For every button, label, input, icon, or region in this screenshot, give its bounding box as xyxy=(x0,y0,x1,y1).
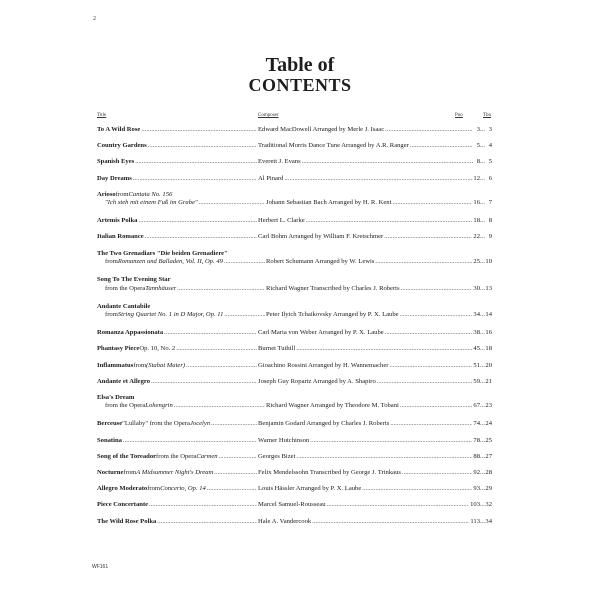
toc-entry xyxy=(97,329,492,345)
toc-page-pno: 22 xyxy=(473,233,480,241)
toc-subtitle-line xyxy=(97,199,492,208)
toc-title-line xyxy=(97,217,492,226)
toc-entry xyxy=(97,362,492,378)
toc-subtitle-line xyxy=(97,311,492,320)
toc-title: To A Wild Rose xyxy=(97,126,141,133)
toc-title-line xyxy=(97,362,492,371)
leader-dots xyxy=(149,501,257,510)
leader-dots xyxy=(302,158,473,167)
toc-entry xyxy=(97,453,492,469)
toc-title: Day Dreams xyxy=(97,174,132,182)
toc-entry xyxy=(97,345,492,361)
toc-composer: Warner Hutchinson xyxy=(258,436,310,444)
toc-title: Country Gardens xyxy=(97,142,147,150)
toc-page-tbn: 10 xyxy=(485,258,492,266)
toc-composer: Hale A. Vandercook xyxy=(258,517,312,525)
toc-title-cell xyxy=(97,217,258,226)
toc-title-work: Jocelyn xyxy=(189,420,211,428)
leader-dots xyxy=(211,420,257,429)
toc-entry xyxy=(97,250,492,277)
toc-page-tbn: 8 xyxy=(488,217,492,225)
toc-title-work: Cantata No. 156 xyxy=(128,190,173,198)
leader-dots xyxy=(401,285,473,294)
toc-composer: Felix Mendelssohn Transcribed by George J. Trinkaus xyxy=(258,468,401,476)
leader-dots xyxy=(151,378,257,387)
toc-title-cell xyxy=(97,175,258,184)
leader-dots xyxy=(392,199,472,208)
toc-page-pno: 103 xyxy=(470,501,480,509)
toc-title: Song To The Evening Star xyxy=(97,276,171,284)
toc-title: Italian Romance xyxy=(97,233,144,241)
toc-entry xyxy=(97,485,492,501)
toc-title: Spanish Eyes xyxy=(97,158,135,166)
toc-subtitle-line xyxy=(97,402,492,411)
toc-page-pno: 34 xyxy=(473,311,480,319)
leader-dots xyxy=(390,420,472,429)
toc-title-line xyxy=(97,420,492,429)
toc-page-tbn: 24 xyxy=(485,420,492,428)
toc-page-tbn: 25 xyxy=(485,436,492,444)
toc-page-tbn: 28 xyxy=(485,468,492,476)
toc-title-suffix: from xyxy=(115,190,129,198)
toc-title-cell xyxy=(97,126,258,135)
toc-entry xyxy=(97,217,492,233)
toc-entry xyxy=(97,501,492,517)
toc-page-pno: 88 xyxy=(473,452,480,460)
toc-composer: Richard Wagner Transcribed by Charles J. Roberts xyxy=(266,284,400,292)
toc-subtitle-prefix: from xyxy=(105,258,118,266)
toc-title-line xyxy=(97,142,492,151)
toc-title: Berceuse xyxy=(97,420,123,428)
toc-title: Song of the Toreador xyxy=(97,452,157,460)
toc-composer: Louis Hässler Arranged by P. X. Laube xyxy=(258,485,362,493)
toc-subtitle-prefix: from the Opera xyxy=(105,284,146,292)
toc-title-line xyxy=(97,329,492,338)
leader-dots xyxy=(385,329,473,338)
toc-entry xyxy=(97,158,492,174)
leader-dots xyxy=(402,469,472,478)
toc-subtitle-work: Romanzen und Balladen, Vol. II, Op. 49 xyxy=(117,258,223,266)
toc-title-work: Carmen xyxy=(196,452,218,460)
toc-title-cell xyxy=(97,142,258,151)
toc-title-line xyxy=(97,191,492,200)
leader-dots xyxy=(145,233,257,242)
toc-composer: Edward MacDowell Arranged by Merle J. Isaac xyxy=(258,126,385,133)
toc-entry xyxy=(97,191,492,218)
leader-dots xyxy=(312,518,469,527)
toc-subtitle-cell xyxy=(97,402,266,411)
toc-title-work: (Stabat Mater) xyxy=(146,361,186,369)
leader-dots xyxy=(141,126,257,135)
toc-subtitle-prefix: from the Opera xyxy=(105,402,146,410)
leader-dots xyxy=(214,469,257,478)
toc-title-line xyxy=(97,250,492,259)
leader-dots xyxy=(176,345,257,354)
leader-dots xyxy=(219,453,257,462)
toc-subtitle-line xyxy=(97,285,492,294)
toc-title-cell xyxy=(97,453,258,462)
toc-entry xyxy=(97,142,492,158)
leader-dots xyxy=(164,329,257,338)
leader-dots xyxy=(410,142,473,151)
toc-title-line xyxy=(97,303,492,312)
toc-page-pno: 25 xyxy=(473,258,480,266)
toc-page-pno: 8 xyxy=(476,158,480,166)
toc-composer: Carl Maria von Weber Arranged by P. X. Laube xyxy=(258,329,384,337)
toc-subtitle-cell xyxy=(97,258,266,267)
toc-page-pno: 67 xyxy=(473,402,480,410)
leader-dots xyxy=(148,142,257,151)
toc-title-line xyxy=(97,469,492,478)
toc-page-pno: 93 xyxy=(473,485,480,493)
toc-subtitle-work: Lohengrin xyxy=(145,402,173,410)
toc-composer: Joseph Guy Ropartz Arranged by A. Shapiro xyxy=(258,377,376,385)
toc-page-pno: 113 xyxy=(470,517,480,525)
leader-dots xyxy=(135,158,257,167)
toc-composer: Georges Bizet xyxy=(258,452,296,460)
toc-composer: Everett J. Evans xyxy=(258,158,301,166)
toc-page-tbn: 7 xyxy=(488,199,492,207)
toc-title: Romanza Appassionata xyxy=(97,329,164,337)
toc-composer: Johann Sebastian Bach Arranged by H. R. Kent xyxy=(266,199,392,207)
toc-title: Artemis Polka xyxy=(97,217,138,225)
toc-composer: Richard Wagner Arranged by Theodore M. Tobani xyxy=(266,402,399,410)
leader-dots xyxy=(400,402,473,411)
leader-dots xyxy=(327,501,470,510)
toc-entry xyxy=(97,276,492,303)
toc-composer: Benjamin Godard Arranged by Charles J. Roberts xyxy=(258,420,390,428)
toc-title-cell xyxy=(97,233,258,242)
toc-page-pno: 78 xyxy=(473,436,480,444)
toc-entry xyxy=(97,518,492,534)
toc-title-cell xyxy=(97,437,258,446)
toc-title: Inflammatus xyxy=(97,361,134,369)
leader-dots xyxy=(133,175,257,184)
leader-dots xyxy=(224,258,265,267)
leader-dots xyxy=(310,437,472,446)
toc-page-tbn: 14 xyxy=(485,311,492,319)
toc-page-tbn: 5 xyxy=(488,158,492,166)
toc-page-pno: 16 xyxy=(473,199,480,207)
page-number: 2 xyxy=(93,16,96,22)
title-line-1: Table of xyxy=(265,54,335,76)
contents-list xyxy=(97,126,492,534)
toc-title-work: A Midsummer Night's Dream xyxy=(136,468,214,476)
leader-dots xyxy=(157,518,257,527)
column-header-pno: Pno xyxy=(455,113,463,118)
toc-composer: Carl Bohm Arranged by William F. Kretschmer xyxy=(258,233,384,241)
toc-composer: Robert Schumann Arranged by W. Lewis xyxy=(266,258,375,266)
title-line-2: CONTENTS xyxy=(248,75,352,95)
leader-dots xyxy=(123,437,257,446)
toc-title: Andante Cantabile xyxy=(97,302,151,310)
toc-title-line xyxy=(97,453,492,462)
toc-page-tbn: 16 xyxy=(485,329,492,337)
toc-subtitle-work: String Quartet No. 1 in D Major, Op. 11 xyxy=(117,311,224,319)
toc-page-pno: 51 xyxy=(473,361,480,369)
toc-page-tbn: 21 xyxy=(485,377,492,385)
toc-title-suffix: from xyxy=(147,485,161,493)
leader-dots xyxy=(296,345,472,354)
toc-entry xyxy=(97,420,492,436)
toc-page-tbn: 34 xyxy=(485,517,492,525)
toc-entry xyxy=(97,378,492,394)
toc-subtitle-cell xyxy=(97,285,266,294)
toc-page-tbn: 20 xyxy=(485,361,492,369)
toc-page-tbn: 13 xyxy=(485,284,492,292)
toc-page-tbn: 23 xyxy=(485,402,492,410)
toc-page-pno: 38 xyxy=(473,329,480,337)
leader-dots xyxy=(284,175,472,184)
toc-title: Arioso xyxy=(97,190,116,198)
toc-title-work: Concerto, Op. 14 xyxy=(160,485,206,493)
toc-title-cell xyxy=(97,345,258,354)
toc-composer: Al Pinard xyxy=(258,174,284,182)
leader-dots xyxy=(207,485,257,494)
toc-title-suffix: from xyxy=(133,361,147,369)
leader-dots xyxy=(400,311,473,320)
leader-dots xyxy=(186,362,257,371)
toc-subtitle-line xyxy=(97,258,492,267)
toc-title-cell xyxy=(97,362,258,371)
catalog-code: WF161 xyxy=(92,564,109,570)
toc-title: Piece Concertante xyxy=(97,501,149,509)
toc-title-suffix: from xyxy=(123,468,137,476)
toc-title-suffix: "Lullaby" from the Opera xyxy=(122,420,190,428)
toc-entry xyxy=(97,303,492,330)
toc-page-tbn: 29 xyxy=(485,485,492,493)
toc-title-cell xyxy=(97,469,258,478)
page-title xyxy=(0,55,600,95)
toc-title-line xyxy=(97,158,492,167)
toc-entry xyxy=(97,126,492,142)
toc-page-pno: 74 xyxy=(473,420,480,428)
toc-composer: Marcel Samuel-Rousseau xyxy=(258,501,326,509)
toc-composer: Burnet Tuthill xyxy=(258,345,296,353)
toc-title-line xyxy=(97,233,492,242)
toc-page-tbn: 4 xyxy=(488,142,492,150)
toc-subtitle-cell xyxy=(97,311,266,320)
toc-title-cell xyxy=(97,158,258,167)
toc-title-cell xyxy=(97,518,258,527)
toc-title-suffix: Op. 10, No. 2 xyxy=(139,345,176,353)
toc-title-line xyxy=(97,126,492,135)
leader-dots xyxy=(375,258,472,267)
leader-dots xyxy=(377,378,473,387)
toc-page-pno: 18 xyxy=(473,217,480,225)
toc-title-line xyxy=(97,175,492,184)
column-header-composer: Composer xyxy=(258,113,279,118)
toc-title-line xyxy=(97,394,492,403)
toc-composer: Herbert L. Clarke xyxy=(258,217,305,225)
toc-subtitle-work: Tannhäuser xyxy=(145,284,177,292)
leader-dots xyxy=(177,285,265,294)
toc-page-pno: 30 xyxy=(473,284,480,292)
toc-page-pno: 45 xyxy=(473,345,480,353)
toc-title-line xyxy=(97,276,492,285)
leader-dots xyxy=(174,402,265,411)
leader-dots xyxy=(362,485,472,494)
toc-title: Elsa's Dream xyxy=(97,393,135,401)
toc-title: Andante et Allegro xyxy=(97,377,150,385)
column-header-title: Title xyxy=(97,113,107,118)
leader-dots xyxy=(138,217,257,226)
toc-page-pno: 12 xyxy=(473,174,480,182)
toc-subtitle-cell xyxy=(97,199,266,208)
column-header-tbn: Tbn xyxy=(483,113,492,118)
toc-page-tbn: 27 xyxy=(485,452,492,460)
toc-title: The Wild Rose Polka xyxy=(97,517,157,525)
leader-dots xyxy=(389,362,472,371)
toc-composer: Traditional Morris Dance Tune Arranged by A.R. Ranger xyxy=(258,142,409,150)
leader-dots xyxy=(199,199,265,208)
toc-title-suffix: from the Opera xyxy=(156,452,197,460)
toc-page-pno: 92 xyxy=(473,468,480,476)
toc-title-cell xyxy=(97,501,258,510)
toc-title-cell xyxy=(97,420,258,429)
leader-dots xyxy=(306,217,473,226)
leader-dots xyxy=(296,453,472,462)
toc-page-tbn: 6 xyxy=(488,174,492,182)
toc-title-cell xyxy=(97,485,258,494)
leader-dots xyxy=(224,311,265,320)
toc-title-line xyxy=(97,437,492,446)
toc-entry xyxy=(97,233,492,249)
leader-dots xyxy=(385,126,473,135)
toc-title-line xyxy=(97,345,492,354)
toc-title-line xyxy=(97,501,492,510)
toc-title: Allegro Moderato xyxy=(97,485,148,493)
toc-entry xyxy=(97,175,492,191)
toc-title-line xyxy=(97,518,492,527)
toc-title: Sonatina xyxy=(97,436,122,444)
toc-entry xyxy=(97,394,492,421)
toc-page-tbn: 3 xyxy=(488,126,492,133)
toc-composer: Peter Ilyich Tchaikovsky Arranged by P. X. Laube xyxy=(266,311,399,319)
toc-page-tbn: 9 xyxy=(488,233,492,241)
toc-title: Phantasy Piece xyxy=(97,345,140,353)
toc-composer: Gioachino Rossini Arranged by H. Wannemacher xyxy=(258,361,389,369)
toc-page-tbn: 18 xyxy=(485,345,492,353)
toc-title-line xyxy=(97,485,492,494)
toc-title: Nocturne xyxy=(97,468,124,476)
toc-title-line xyxy=(97,378,492,387)
toc-page-pno: 3 xyxy=(476,126,480,133)
toc-title-cell xyxy=(97,378,258,387)
toc-entry xyxy=(97,437,492,453)
toc-entry xyxy=(97,469,492,485)
toc-page-pno: 59 xyxy=(473,377,480,385)
toc-subtitle: "Ich steh mit einem Fuß im Grabe" xyxy=(105,199,198,207)
toc-title-cell xyxy=(97,329,258,338)
toc-title: The Two Grenadiars "Die beiden Grenadiere" xyxy=(97,249,228,257)
toc-page-tbn: 32 xyxy=(485,501,492,509)
toc-subtitle-prefix: from xyxy=(105,311,118,319)
toc-page-pno: 5 xyxy=(476,142,480,150)
leader-dots xyxy=(384,233,472,242)
